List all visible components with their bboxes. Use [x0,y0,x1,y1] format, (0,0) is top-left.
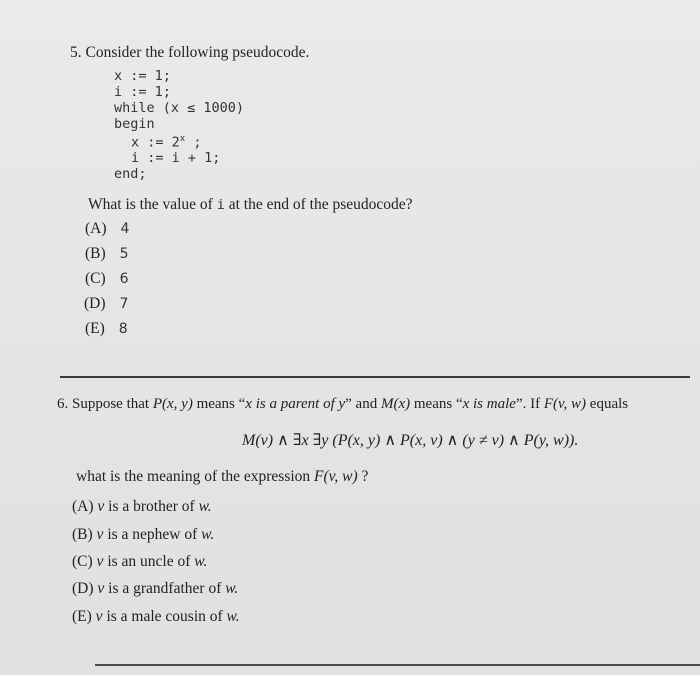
q6-option-c [72,553,207,571]
question-5-text: Consider the following pseudocode. [85,44,310,61]
question-5-prompt [88,196,413,214]
option-label: (D) [72,580,94,597]
option-value: 5 [119,246,129,262]
q6-option-a [72,498,212,516]
q6-stem-part: ”. If [515,396,544,412]
q6-stem-part: ” and [345,396,381,412]
option-text: is an uncle of [103,553,195,570]
question-5-prompt-prefix: What is the value of [88,196,217,213]
option-var: v [95,608,103,625]
q6-stem-fvw: F(v, w) [543,396,587,412]
option-label: (B) [72,526,93,543]
option-label: (E) [72,608,92,625]
question-5-stem [70,44,309,62]
q5-option-d [84,295,128,313]
code-line-5-suffix: ; [185,134,202,151]
option-text: is a nephew of [103,526,202,543]
code-line-4: begin [114,116,155,132]
q6-prompt-prefix: what is the meaning of the expression [76,468,315,485]
q6-prompt-suffix: ? [357,468,369,485]
q6-stem-part: means “ [410,396,463,412]
option-target: w. [201,526,215,543]
code-line-3: while (x ≤ 1000) [114,100,245,116]
option-target: w. [194,553,208,570]
q6-stem-part: means “ [192,396,246,412]
option-text: is a grandfather of [104,580,226,597]
option-label: (D) [84,295,106,312]
option-label: (B) [85,245,106,262]
question-6-number: 6. [57,396,69,412]
q6-stem-male: x is male [462,396,516,412]
q6-stem-mx: M(x) [380,396,411,412]
question-6-stem [57,396,628,413]
code-line-5 [131,134,201,151]
option-target: w. [198,498,212,515]
q6-prompt-expr: F(v, w) [314,468,358,485]
option-value: 4 [120,221,130,237]
code-line-1: x := 1; [114,68,171,84]
option-value: 8 [118,321,128,337]
option-var: v [96,553,104,570]
question-5-prompt-suffix: at the end of the pseudocode? [224,196,413,213]
question-5-number: 5. [70,44,82,61]
option-label: (E) [85,320,105,337]
option-label: (A) [85,220,107,237]
bottom-divider [95,664,700,666]
option-target: w. [225,580,239,597]
code-line-5-prefix: x := 2 [131,134,180,151]
option-text: is a brother of [104,498,199,515]
q6-stem-part: Suppose that [72,396,153,412]
q5-option-c [85,270,129,288]
option-var: v [96,526,104,543]
q5-option-a [85,220,129,238]
question-5-prompt-var: i [216,197,225,213]
option-label: (C) [85,270,106,287]
option-var: v [97,580,105,597]
option-target: w. [226,608,240,625]
q6-option-e [72,608,240,626]
question-6-prompt [76,468,368,486]
option-label: (C) [72,553,93,570]
code-line-5-exponent: x [179,134,186,144]
option-value: 7 [119,296,129,312]
question-6-formula: M(v) ∧ ∃x ∃y (P(x, y) ∧ P(x, v) ∧ (y ≠ v) ∧ P(y, w)). [242,432,579,449]
option-text: is a male cousin of [102,608,227,625]
section-divider [60,376,690,378]
option-label: (A) [72,498,94,515]
q6-stem-part: equals [586,396,629,412]
q6-stem-parent: x is a parent of y [245,396,346,412]
code-line-2: i := 1; [114,84,171,100]
code-line-6: i := i + 1; [131,150,221,166]
q6-stem-pxy: P(x, y) [152,396,193,412]
option-var: v [97,498,105,515]
option-value: 6 [119,271,129,287]
code-line-7: end; [114,166,147,182]
q5-option-e [85,320,128,338]
q6-option-d [72,580,238,598]
q5-option-b [85,245,129,263]
q6-option-b [72,526,214,544]
